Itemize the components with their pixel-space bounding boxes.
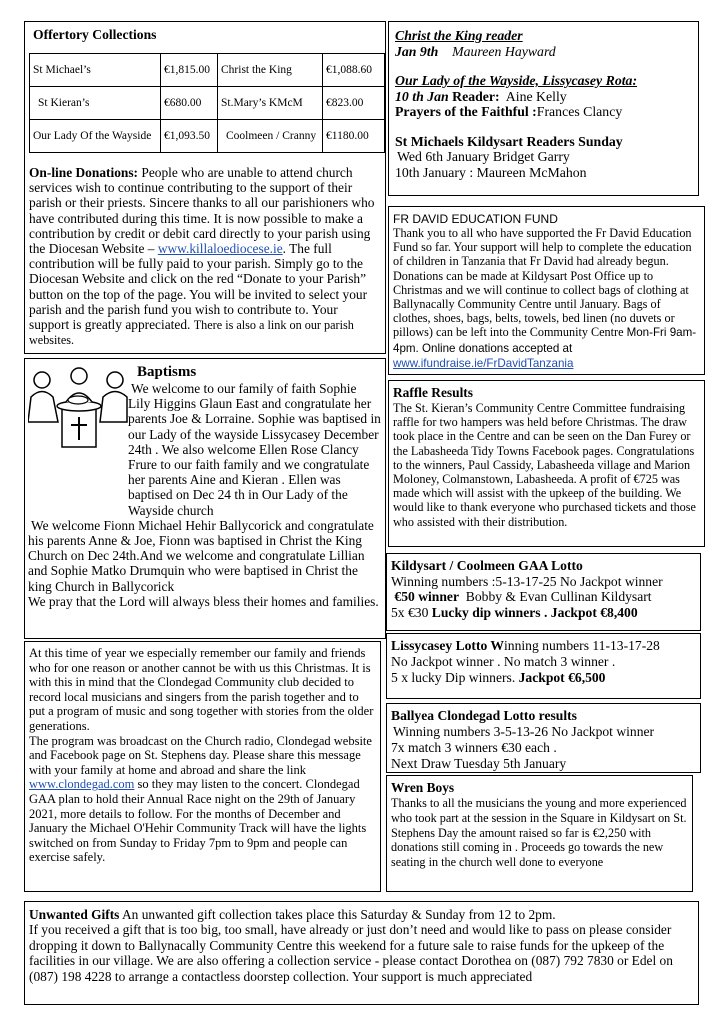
- gaa-lotto-lucky-count: 5x €30: [391, 604, 429, 620]
- readers-panel: [388, 21, 699, 196]
- ballyea-lotto-line-2: 7x match 3 winners €30 each .: [391, 740, 557, 755]
- baptisms-body-3: We pray that the Lord will always bless their homes and families.: [28, 593, 379, 609]
- stm-reader-line-1: Wed 6th January Bridget Garry: [397, 149, 570, 164]
- lissycasey-lotto-title: Lissycasey Lotto W: [391, 638, 505, 653]
- wren-boys-panel: [386, 775, 693, 892]
- education-fund-content: [393, 212, 700, 371]
- online-donations-text: [29, 165, 381, 347]
- baptisms-title: Baptisms: [137, 364, 197, 380]
- gaa-lotto-winner-names: Bobby & Evan Cullinan Kildysart: [465, 589, 652, 604]
- gaa-lotto-line-1: Winning numbers :5-13-17-25 No Jackpot winner: [391, 573, 663, 589]
- offertory-table: [29, 53, 385, 153]
- clondegad-text: [29, 646, 377, 865]
- ctk-reader-heading: Christ the King reader: [395, 28, 523, 43]
- table-cell: St Michael’s: [30, 54, 161, 87]
- unwanted-gifts-panel: [24, 901, 699, 1005]
- raffle-content: [393, 385, 701, 529]
- table-row: [30, 120, 385, 153]
- baptisms-panel: [24, 358, 386, 639]
- table-cell: Christ the King: [218, 54, 323, 87]
- table-row: [30, 87, 385, 120]
- ctk-reader-name: Maureen Hayward: [452, 43, 556, 59]
- clondegad-body-3: so they may listen to the concert. Clondegad GAA plan to hold their Annual Race night on the 29th of January 2021, more details to follow. For the months of December and January the Michael O'Hehir Community Track will have the lights switched on from Sunday to Friday 7pm to 9pm and people can exercise safely.: [29, 777, 367, 865]
- gaa-lotto-title: Kildysart / Coolmeen GAA Lotto: [391, 558, 583, 573]
- ctk-reader-line: [395, 44, 695, 60]
- raffle-panel: [388, 380, 705, 547]
- lissycasey-lotto-line-3: [391, 670, 699, 686]
- olw-prayers-name: Frances Clancy: [536, 104, 623, 119]
- wren-boys-content: [391, 780, 689, 870]
- raffle-text: The St. Kieran’s Community Centre Committee fundraising raffle for two hampers was held before Christmas. The draw took place in the Centre and can be seen on the Dan Furey or the Labasheeda Tidy Towns Facebook pages. Congratulations to the winners, Paul Cassidy, Labasheeda village and Marion Moloney, Colmanstown, Labasheeda. A profit of €725 was made which will assist with the upkeep of the building. We would like to thank everyone who purchased tickets and those who assisted with their distribution.: [393, 401, 696, 529]
- wren-boys-text: Thanks to all the musicians the young and more experienced who took part at the session in the Square in Kildysart on St. Stephens Day the amount raised so far is €2,250 with donations still coming in . Proceeds go towards the new seating in the church well done to everyone: [391, 796, 687, 870]
- offertory-panel: [24, 21, 386, 354]
- table-cell: Coolmeen / Cranny: [218, 120, 323, 153]
- raffle-title: Raffle Results: [393, 385, 473, 400]
- baptisms-text: [28, 381, 382, 609]
- table-cell: St Kieran’s: [30, 87, 161, 120]
- online-donations-body-2: . The full contribution will be fully paid to your parish. Simply go to the Diocesan Website and click on the red “Donate to your Parish” button on the top of the page. You will be invited to select your parish and the parish fund you wish to contribute to. Your support is greatly appreciated.: [29, 241, 368, 333]
- ballyea-lotto-content: [391, 708, 699, 772]
- olw-reader-line: [395, 89, 695, 105]
- olw-prayers-label: Prayers of the Faithful :: [395, 104, 537, 119]
- olw-rota-heading: Our Lady of the Wayside, Lissycasey Rota:: [395, 73, 638, 88]
- table-cell: €1,815.00: [161, 54, 218, 87]
- ballyea-lotto-line-1: Winning numbers 3-5-13-26 No Jackpot winner: [393, 724, 655, 739]
- baptisms-body-1: We welcome to our family of faith Sophie Lily Higgins Glaun East and congratulate her parents Joe & Lorraine. Sophie was baptised in our Lady of the wayside Lissycasey December 24th . We also welcome Ellen Rose Clancy Frure to our faith family and we congratulate her parents Aine and Kieran . Ellen was baptised on Dec 24 th in Our Lady of the Wayside church: [128, 381, 381, 518]
- table-row: [30, 54, 385, 87]
- education-fund-panel: [388, 206, 705, 375]
- ctk-reader-date: Jan 9th: [395, 43, 439, 59]
- education-fund-link[interactable]: www.ifundraise.ie/FrDavidTanzania: [393, 356, 574, 370]
- lissycasey-lotto-numbers: inning numbers 11-13-17-28: [504, 638, 660, 653]
- table-cell: St.Mary’s KMcM: [218, 87, 323, 120]
- unwanted-gifts-text: [29, 907, 695, 984]
- olw-reader-name: Aine Kelly: [505, 88, 567, 104]
- lissycasey-lotto-jackpot: Jackpot €6,500: [518, 670, 606, 685]
- table-cell: €1180.00: [323, 120, 385, 153]
- education-fund-body: Thank you to all who have supported the Fr David Education Fund so far. Your support will help to complete the education of children in Tanzania that Fr David had already begun. Donations can be made at Kildysart Post Office up to Christmas and we will continue to collect bags of clothing at Ballynacally Community Centre until January. Bags of clothes, shoes, bags, belts, towels, bed linen (no duvets or pillows) can be left into the Community Centre: [393, 226, 692, 340]
- gaa-lotto-line-3: [391, 605, 699, 621]
- gaa-lotto-jackpot: Lucky dip winners . Jackpot €8,400: [431, 604, 638, 620]
- online-donations-note: There is also a link on our parish websites.: [29, 318, 354, 348]
- wren-boys-title: Wren Boys: [391, 780, 455, 795]
- lissycasey-lotto-line-1: [391, 638, 699, 654]
- ballyea-lotto-panel: [386, 703, 701, 773]
- olw-reader-date: 10 th Jan: [395, 88, 449, 104]
- stm-reader-line-2: 10th January : Maureen McMahon: [395, 164, 587, 180]
- diocese-link[interactable]: www.killaloediocese.ie: [157, 241, 283, 257]
- clondegad-body-2: The program was broadcast on the Church radio, Clondegad website and Facebook page on St. Stephens day. Please share this message with your family at home and abroad and share the link: [29, 733, 372, 777]
- gaa-lotto-winner-label: €50 winner: [394, 589, 459, 604]
- table-cell: €823.00: [323, 87, 385, 120]
- lissycasey-lotto-panel: [386, 633, 701, 699]
- unwanted-gifts-title: Unwanted Gifts: [29, 907, 120, 922]
- table-cell: €680.00: [161, 87, 218, 120]
- olw-prayers-line: [395, 104, 695, 120]
- unwanted-gifts-body-1: An unwanted gift collection takes place this Saturday & Sunday from 12 to 2pm.: [122, 907, 556, 922]
- table-cell: Our Lady Of the Wayside: [30, 120, 161, 153]
- education-fund-hours: Mon-Fri 9am-4pm. Online donations accepted at: [393, 326, 697, 355]
- stm-readers-heading: St Michaels Kildysart Readers Sunday: [395, 133, 623, 149]
- clondegad-panel: [24, 641, 381, 892]
- online-donations-body: People who are unable to attend church services wish to continue contributing to the support of their parish or their priests. Sincere thanks to all our parishioners who have contributed during this time. It is now possible to make a contribution by credit or debit card directly to your parish using the Diocesan Website –: [29, 165, 375, 257]
- baptisms-body-2: We welcome Fionn Michael Hehir Ballycorick and congratulate his parents Anne & Joe, Fionn was baptised in Christ the King Church on Dec 24th.And we welcome and congratulate Lillian and Sophie Matko Drumquin who were baptised in Christ the king Church in Ballycorick: [28, 517, 374, 594]
- online-donations-heading: On-line Donations:: [29, 165, 139, 180]
- gaa-lotto-content: [391, 558, 699, 620]
- readers-content: [395, 28, 695, 180]
- education-fund-text: [393, 226, 700, 371]
- offertory-title: Offertory Collections: [33, 27, 157, 42]
- clondegad-body-1: At this time of year we especially remember our family and friends who for one reason or another cannot be with us this Christmas. It is with this in mind that the Clondegad Community club decided to record local musicians and singers from the parish together and to put a program of music and song together with stories from the older generations.: [29, 646, 374, 733]
- lissycasey-lotto-line-2: No Jackpot winner . No match 3 winner .: [391, 654, 616, 669]
- unwanted-gifts-body-2: If you received a gift that is too big, too small, have already or just don’t need and would like to pass on please consider dropping it down to Ballynacally Community Centre this weekend for a future sale to raise funds for the upkeep of the facilities in our village. We are also offering a collection service - please contact Dorothea on (087) 792 7830 or Edel on (087) 198 4228 to arrange a contactless doorstep collection. Your support is much appreciated: [29, 922, 673, 984]
- ballyea-lotto-title: Ballyea Clondegad Lotto results: [391, 708, 577, 723]
- gaa-lotto-panel: [386, 553, 701, 631]
- lissycasey-lotto-lucky: 5 x lucky Dip winners.: [391, 670, 516, 685]
- table-cell: €1,093.50: [161, 120, 218, 153]
- table-cell: €1,088.60: [323, 54, 385, 87]
- clondegad-link[interactable]: www.clondegad.com: [29, 777, 135, 792]
- gaa-lotto-line-2: [391, 589, 699, 605]
- olw-reader-label: Reader:: [452, 88, 500, 104]
- lissycasey-lotto-content: [391, 638, 699, 686]
- education-fund-title: FR DAVID EDUCATION FUND: [393, 212, 558, 226]
- ballyea-lotto-line-3: Next Draw Tuesday 5th January: [391, 756, 567, 771]
